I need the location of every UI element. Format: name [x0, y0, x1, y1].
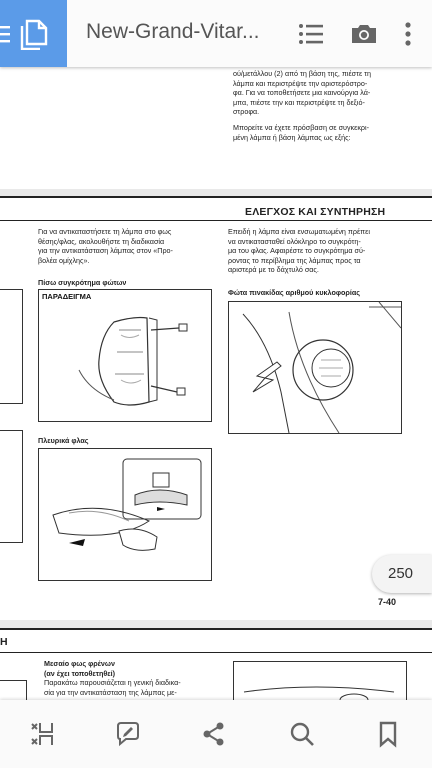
menu-lines-icon — [0, 24, 12, 44]
side-indicators-heading: Πλευρικά φλας — [38, 436, 89, 445]
rear-light-drawing — [39, 290, 211, 421]
page3-section-title: Η — [0, 636, 8, 648]
side-indicator-figure — [38, 448, 212, 581]
example-label: ΠΑΡΑΔΕΙΓΜΑ — [42, 292, 92, 301]
search-icon[interactable] — [288, 720, 316, 748]
page3-top-rule — [0, 628, 432, 630]
left-edge-figure-2 — [0, 430, 23, 543]
bottom-toolbar — [0, 700, 432, 768]
brake-light-text: Παρακάτω παρουσιάζεται η γενική διαδικα- σία για την αντικατάσταση της λάμπας με- — [44, 678, 181, 697]
pdf-page-next — [0, 628, 432, 700]
plate-light-drawing — [229, 302, 401, 433]
top-toolbar — [0, 0, 432, 67]
brake-light-heading: Μεσαίο φως φρένων (αν έχει τοποθετηθεί) — [44, 659, 116, 678]
header-underline — [0, 220, 432, 221]
col1-intro-text: Για να αντικαταστήσετε τη λάμπα στο φως θέσης/φλας, ακολουθήστε τη διαδικασία για την αντικατάσταση λάμπας στον «Προ- βολέα ομίχλης». — [38, 227, 173, 265]
col2-intro-text: Επειδή η λάμπα είναι ενσωματωμένη πρέπει να αντικατασταθεί ολόκληρο το συγκρότη- μα του φλας. Αφαιρέστε το συγκρότημα σύ- ροντας το περίβλημα της λάμπας προς τα αριστερά με το δάχτυλό σας. — [228, 227, 370, 275]
left-edge-figure-1 — [0, 289, 23, 404]
rear-light-figure — [38, 289, 212, 422]
side-indicator-drawing — [39, 449, 211, 580]
list-icon[interactable] — [296, 18, 328, 50]
expand-pages-icon[interactable] — [28, 720, 56, 748]
pdf-page-previous — [0, 67, 432, 189]
page1-paragraph-2: Μπορείτε να έχετε πρόσβαση σε συγκεκρι- μένη λάμπα ή βάση λάμπας ως εξής: — [233, 123, 370, 142]
comment-icon[interactable] — [114, 720, 142, 748]
more-vert-icon[interactable] — [392, 18, 424, 50]
camera-icon[interactable] — [348, 18, 380, 50]
plate-lights-heading: Φώτα πινακίδας αριθμού κυκλοφορίας — [228, 288, 360, 297]
page1-paragraph-1: ού/μετάλλου (2) από τη βάση της, πιέστε τη λάμπα και περιστρέψτε την αριστερόστρο- φα. Για να τοποθετήσετε μια καινούργια λά- μπα, πιέστε την και περιστρέψτε τη δεξιό- στροφα. — [233, 69, 371, 117]
pdf-page-current — [0, 196, 432, 620]
brake-light-drawing — [234, 662, 406, 700]
page3-header-line — [0, 652, 432, 653]
share-icon[interactable] — [200, 720, 228, 748]
plate-light-figure — [228, 301, 402, 434]
documents-icon — [19, 18, 49, 50]
bookmark-icon[interactable] — [374, 720, 402, 748]
section-header: ΕΛΕΓΧΟΣ ΚΑΙ ΣΥΝΤΗΡΗΣΗ — [245, 206, 386, 218]
brake-light-figure — [233, 661, 407, 700]
page-indicator-badge[interactable]: 250 — [372, 555, 432, 593]
header-rule — [0, 196, 432, 198]
page-number: 7-40 — [378, 597, 397, 607]
menu-button[interactable] — [0, 0, 67, 67]
document-title: New-Grand-Vitar... — [86, 20, 260, 43]
left-edge-figure-3 — [0, 680, 27, 700]
rear-lights-heading: Πίσω συγκρότημα φώτων — [38, 278, 127, 287]
